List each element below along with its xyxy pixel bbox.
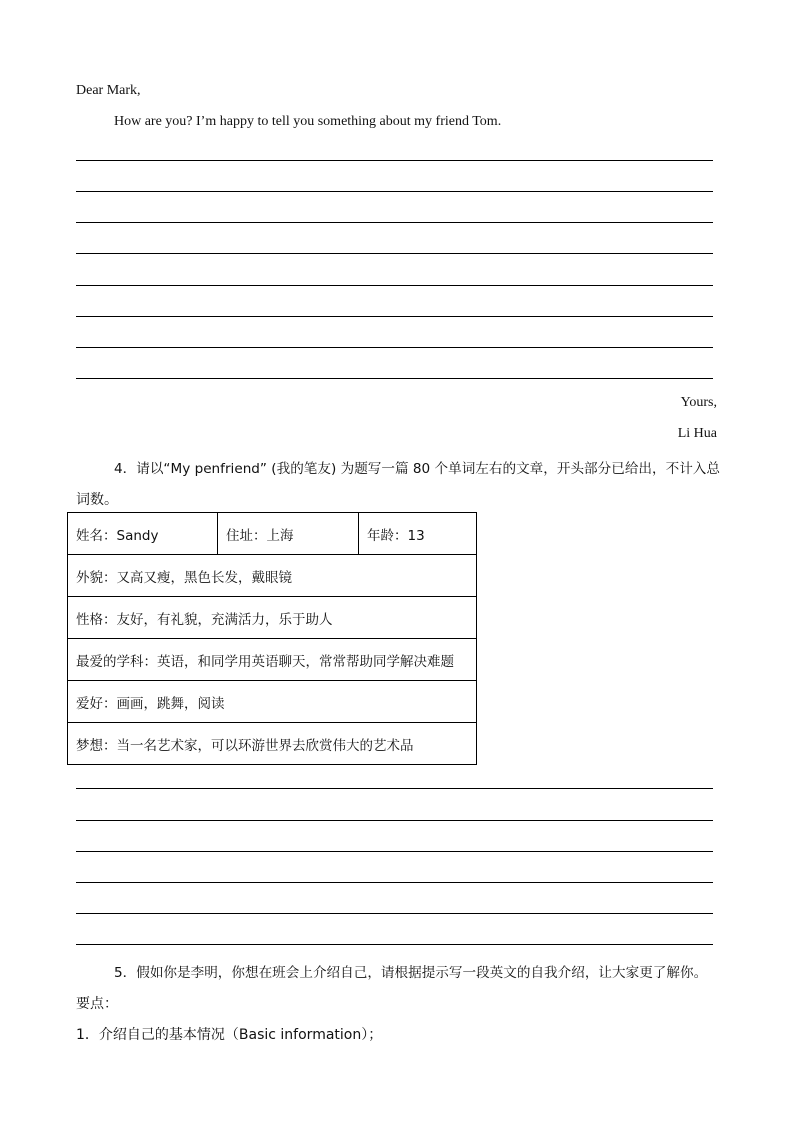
- writing-line: [76, 913, 713, 914]
- penfriend-info-table: [67, 512, 477, 765]
- hobbies-cell: 爱好：画画，跳舞，阅读: [68, 681, 477, 723]
- q5-prompt: 5．假如你是李明，你想在班会上介绍自己，请根据提示写一段英文的自我介绍，让大家更了解你。: [114, 965, 708, 981]
- writing-line: [76, 347, 713, 348]
- writing-line: [76, 253, 713, 254]
- writing-line: [76, 820, 713, 821]
- letter-signature: Li Hua: [677, 426, 717, 441]
- writing-line: [76, 944, 713, 945]
- table-row: [68, 723, 477, 765]
- writing-line: [76, 378, 713, 379]
- writing-line: [76, 222, 713, 223]
- letter-greeting: Dear Mark,: [76, 83, 141, 98]
- personality-cell: 性格：友好，有礼貌，充满活力，乐于助人: [68, 597, 477, 639]
- writing-line: [76, 285, 713, 286]
- address-cell: 住址：上海: [218, 513, 359, 555]
- table-row: [68, 555, 477, 597]
- table-row: [68, 597, 477, 639]
- q4-prompt-line2: 词数。: [76, 492, 118, 508]
- table-row: [68, 681, 477, 723]
- writing-line: [76, 851, 713, 852]
- writing-line: [76, 160, 713, 161]
- writing-line: [76, 788, 713, 789]
- writing-line: [76, 316, 713, 317]
- dream-cell: 梦想：当一名艺术家，可以环游世界去欣赏伟大的艺术品: [68, 723, 477, 765]
- letter-opening: How are you? I’m happy to tell you something about my friend Tom.: [114, 114, 502, 129]
- table-row: [68, 513, 477, 555]
- name-cell: 姓名：Sandy: [68, 513, 218, 555]
- q4-prompt-line1: 4．请以“My penfriend” (我的笔友) 为题写一篇 80 个单词左右的文章，开头部分已给出，不计入总: [114, 461, 720, 477]
- writing-line: [76, 882, 713, 883]
- letter-closing: Yours,: [680, 395, 717, 410]
- q5-points-label: 要点：: [76, 996, 118, 1012]
- age-cell: 年龄：13: [359, 513, 477, 555]
- q5-point-1: 1．介绍自己的基本情况（Basic information）；: [76, 1027, 383, 1043]
- table-row: [68, 639, 477, 681]
- writing-line: [76, 191, 713, 192]
- appearance-cell: 外貌：又高又瘦，黑色长发，戴眼镜: [68, 555, 477, 597]
- favorite-subject-cell: 最爱的学科：英语，和同学用英语聊天，常常帮助同学解决难题: [68, 639, 477, 681]
